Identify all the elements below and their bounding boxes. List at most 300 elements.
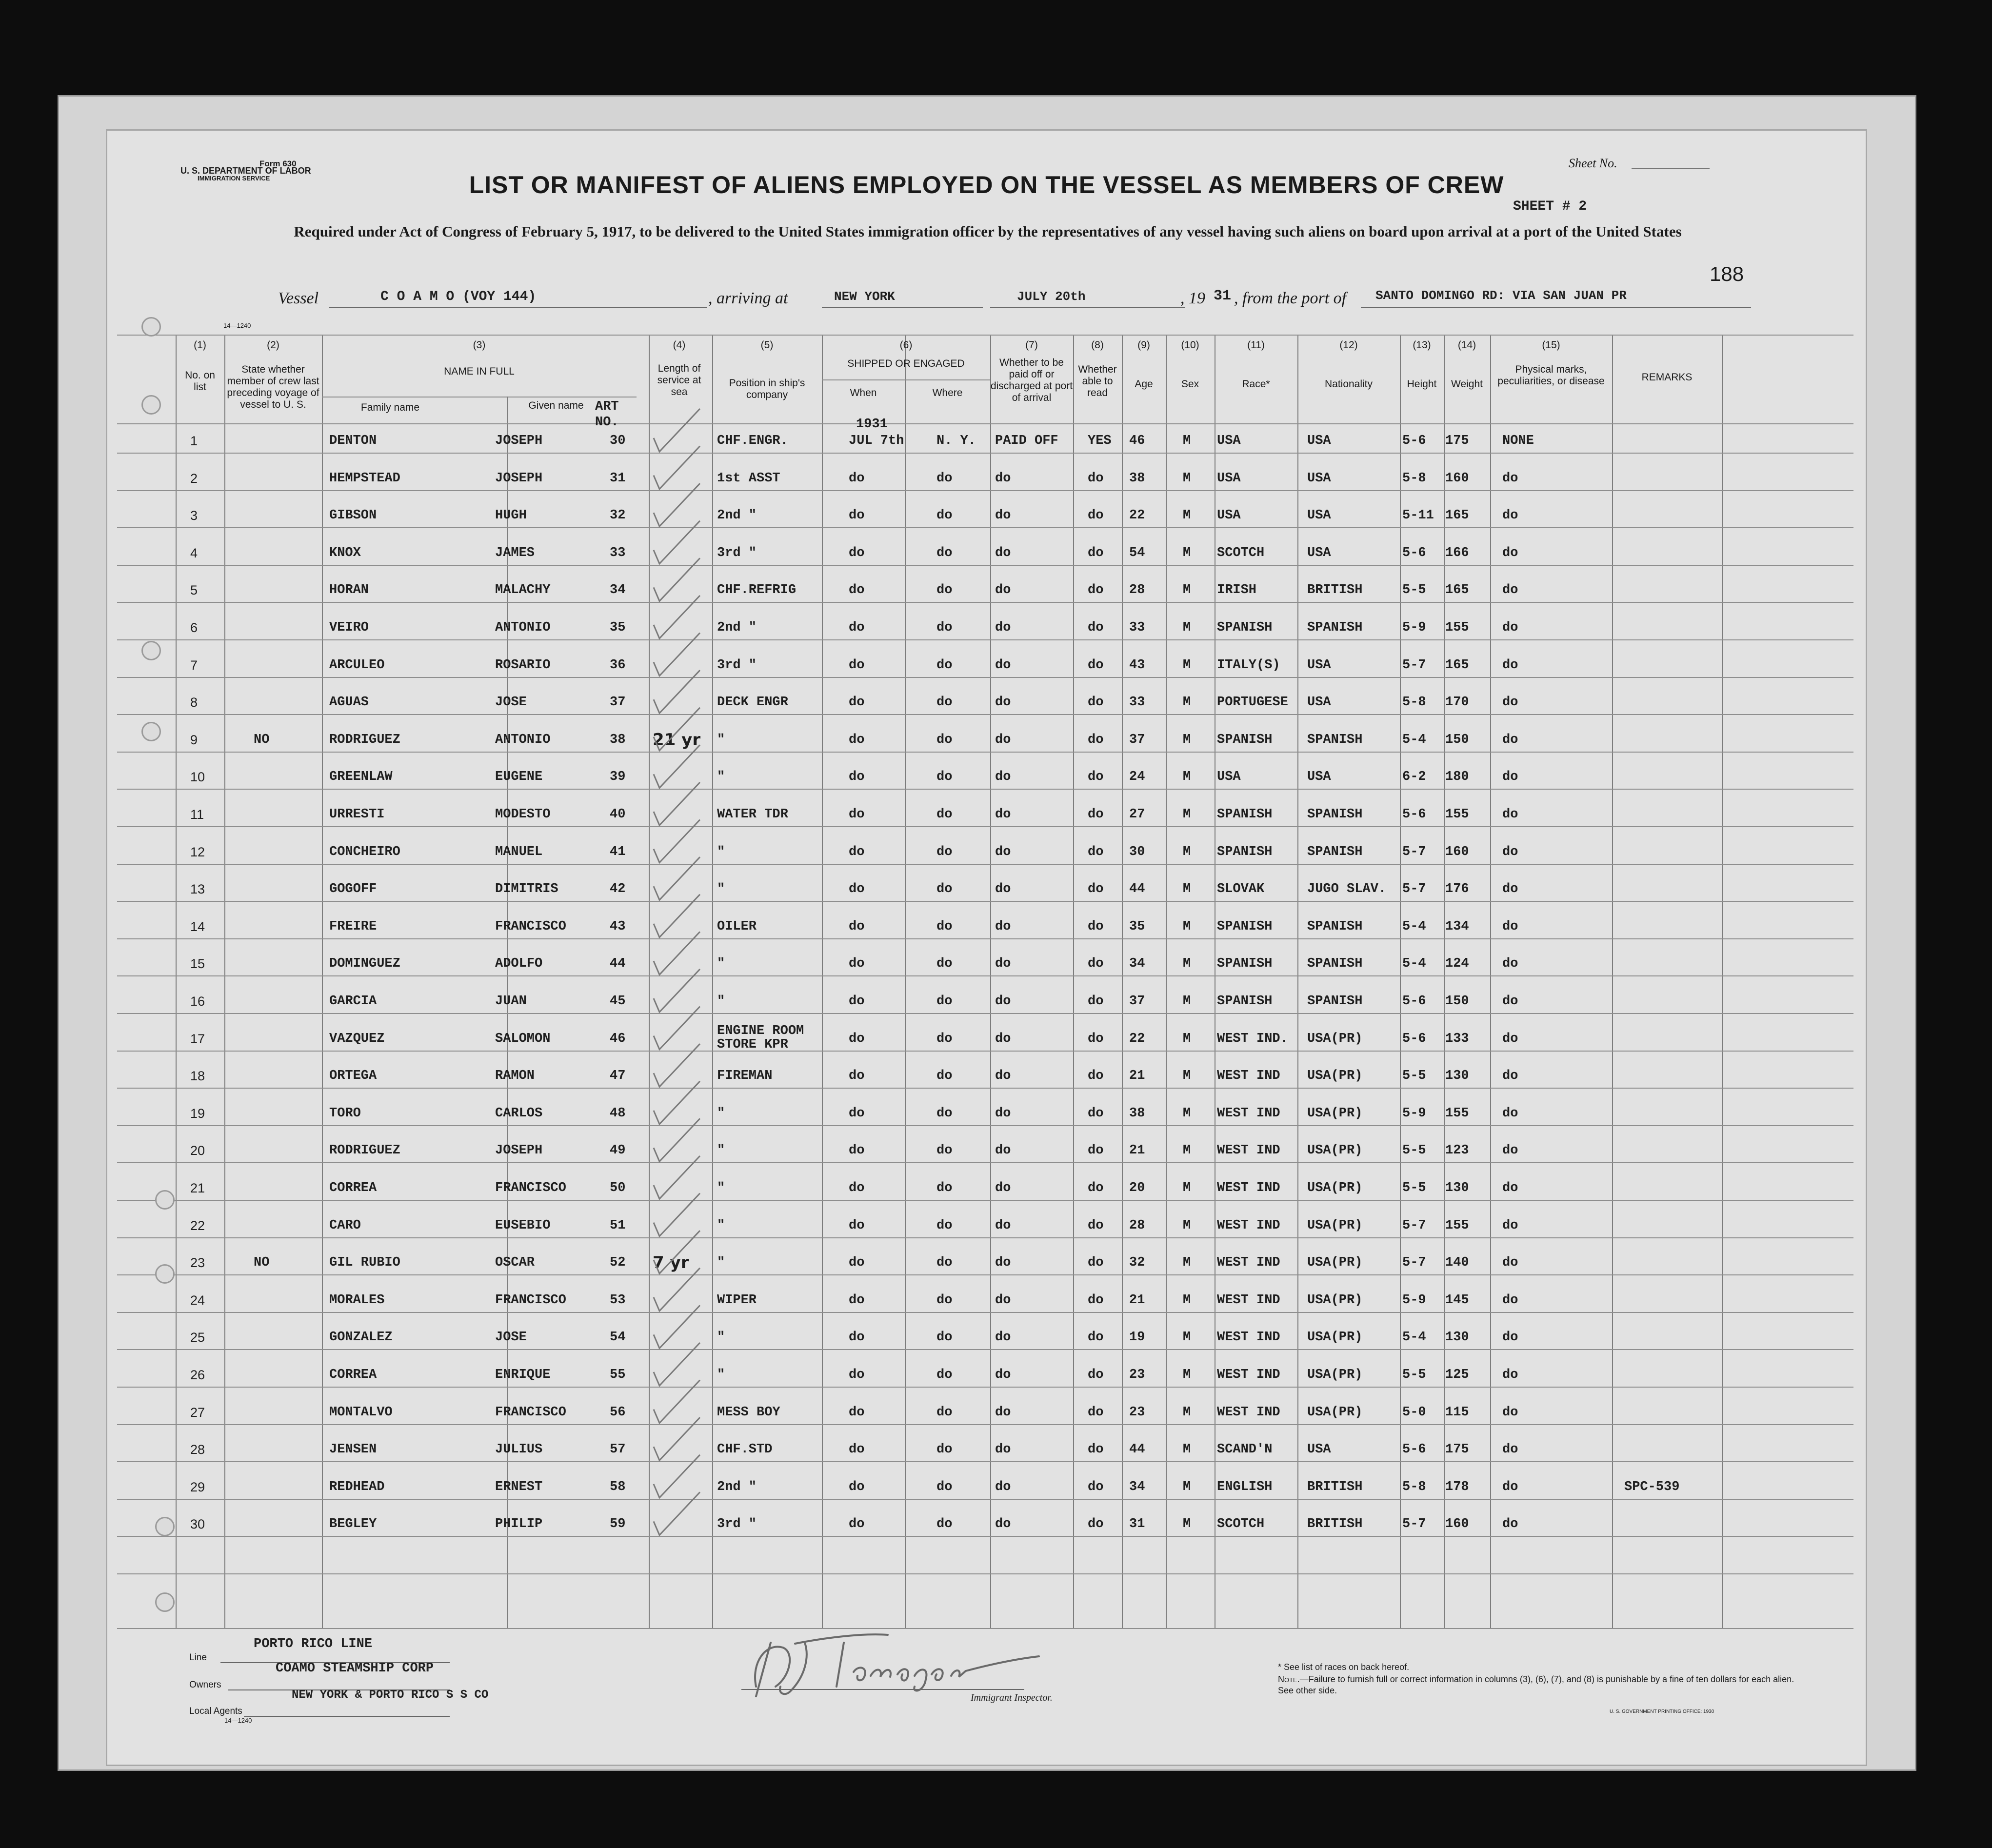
cell-nationality: USA(PR) bbox=[1307, 1031, 1363, 1046]
cell-paid: do bbox=[995, 1517, 1011, 1532]
cell-no: 27 bbox=[190, 1405, 205, 1420]
cell-when: do bbox=[849, 1405, 865, 1420]
tick-mark bbox=[654, 558, 700, 601]
cell-read: do bbox=[1088, 1255, 1104, 1271]
cell-marks: NONE bbox=[1502, 434, 1534, 448]
line-value: PORTO RICO LINE bbox=[254, 1637, 373, 1651]
cell-weight: 166 bbox=[1445, 545, 1469, 560]
cell-no: 23 bbox=[190, 1255, 205, 1271]
cell-art: 50 bbox=[610, 1181, 626, 1195]
cell-nationality: USA bbox=[1307, 770, 1331, 785]
cell-family: HEMPSTEAD bbox=[329, 471, 400, 486]
note-prefix: Note. bbox=[1278, 1674, 1300, 1684]
col9-label: Age bbox=[1135, 378, 1153, 390]
cell-paid: do bbox=[995, 1031, 1011, 1046]
cell-family: TORO bbox=[329, 1106, 361, 1121]
col11-num: (11) bbox=[1247, 339, 1265, 351]
cell-where: do bbox=[936, 882, 953, 897]
cell-position: OILER bbox=[717, 919, 757, 934]
tick-mark bbox=[654, 483, 700, 526]
cell-when: do bbox=[849, 844, 865, 859]
cell-remarks: SPC-539 bbox=[1624, 1479, 1680, 1494]
cell-marks: do bbox=[1502, 770, 1518, 785]
cell-marks: do bbox=[1502, 1181, 1518, 1195]
cell-read: do bbox=[1088, 956, 1104, 972]
cell-age: 44 bbox=[1129, 882, 1145, 897]
cell-marks: do bbox=[1502, 1031, 1518, 1046]
col2-label: State whether member of crew last preceding voyage of vessel to U. S. bbox=[227, 364, 319, 410]
grid-hline bbox=[117, 864, 1853, 865]
cell-no: 13 bbox=[190, 882, 205, 897]
tick-mark bbox=[654, 1081, 700, 1124]
cell-race: SPANISH bbox=[1217, 732, 1273, 747]
cell-nationality: USA(PR) bbox=[1307, 1218, 1363, 1233]
agents-underline bbox=[244, 1716, 450, 1717]
punch-hole bbox=[155, 1264, 175, 1284]
cell-weight: 160 bbox=[1445, 844, 1469, 859]
cell-position: " bbox=[717, 882, 725, 897]
grid-vline bbox=[1722, 335, 1723, 1628]
cell-marks: do bbox=[1502, 508, 1518, 523]
cell-race: SCOTCH bbox=[1217, 1517, 1265, 1532]
cell-read: do bbox=[1088, 1479, 1104, 1494]
cell-given: FRANCISCO bbox=[495, 1292, 566, 1308]
manifest-sheet bbox=[107, 131, 1866, 1765]
code-top: 14—1240 bbox=[223, 322, 251, 329]
grid-vline bbox=[1490, 335, 1491, 1628]
cell-sex: M bbox=[1183, 956, 1191, 972]
cell-weight: 155 bbox=[1445, 1218, 1469, 1233]
cell-age: 37 bbox=[1129, 732, 1145, 747]
cell-no: 21 bbox=[190, 1181, 205, 1195]
cell-weight: 140 bbox=[1445, 1255, 1469, 1271]
cell-marks: do bbox=[1502, 583, 1518, 598]
cell-marks: do bbox=[1502, 1368, 1518, 1382]
cell-where: do bbox=[936, 956, 953, 972]
cell-no: 15 bbox=[190, 956, 205, 972]
cell-sex: M bbox=[1183, 1031, 1191, 1046]
cell-art: 35 bbox=[610, 620, 626, 635]
grid-vline bbox=[822, 335, 823, 1628]
cell-weight: 150 bbox=[1445, 994, 1469, 1009]
cell-art: 39 bbox=[610, 770, 626, 785]
printer-credit: U. S. GOVERNMENT PRINTING OFFICE: 1930 bbox=[1610, 1709, 1714, 1714]
cell-race: WEST IND bbox=[1217, 1255, 1280, 1271]
cell-paid: do bbox=[995, 770, 1011, 785]
cell-no: 18 bbox=[190, 1069, 205, 1084]
cell-marks: do bbox=[1502, 1330, 1518, 1345]
cell-family: HORAN bbox=[329, 583, 369, 598]
cell-paid: do bbox=[995, 1106, 1011, 1121]
cell-height: 5-7 bbox=[1402, 657, 1426, 673]
cell-where: do bbox=[936, 1106, 953, 1121]
cell-race: SPANISH bbox=[1217, 919, 1273, 934]
vessel-label: Vessel bbox=[278, 289, 319, 307]
cell-given: ROSARIO bbox=[495, 657, 551, 673]
cell-position: " bbox=[717, 844, 725, 859]
grid-vline bbox=[1166, 335, 1167, 1628]
cell-age: 28 bbox=[1129, 1218, 1145, 1233]
cell-family: ARCULEO bbox=[329, 657, 385, 673]
cell-race: ENGLISH bbox=[1217, 1479, 1273, 1494]
grid-hline bbox=[117, 1461, 1853, 1462]
cell-family: RODRIGUEZ bbox=[329, 732, 400, 747]
cell-read: do bbox=[1088, 583, 1104, 598]
col11-label: Race* bbox=[1242, 378, 1270, 390]
cell-no: 10 bbox=[190, 770, 205, 785]
cell-no: 29 bbox=[190, 1479, 205, 1494]
cell-paid: do bbox=[995, 657, 1011, 673]
cell-art: 33 bbox=[610, 545, 626, 560]
cell-family: GREENLAW bbox=[329, 770, 393, 785]
cell-position: 3rd " bbox=[717, 545, 757, 560]
cell-nationality: USA(PR) bbox=[1307, 1181, 1363, 1195]
cell-art: 42 bbox=[610, 882, 626, 897]
cell-sex: M bbox=[1183, 919, 1191, 934]
cell-weight: 130 bbox=[1445, 1181, 1469, 1195]
cell-nationality: USA bbox=[1307, 508, 1331, 523]
cell-when-year: 1931 bbox=[856, 417, 888, 432]
punch-hole bbox=[155, 1592, 175, 1612]
cell-race: WEST IND bbox=[1217, 1218, 1280, 1233]
col1-num: (1) bbox=[194, 339, 206, 351]
cell-weight: 150 bbox=[1445, 732, 1469, 747]
cell-nationality: USA bbox=[1307, 1442, 1331, 1457]
cell-position: 3rd " bbox=[717, 657, 757, 673]
cell-where: do bbox=[936, 1181, 953, 1195]
cell-read: do bbox=[1088, 657, 1104, 673]
cell-nationality: USA(PR) bbox=[1307, 1368, 1363, 1382]
cell-no: 20 bbox=[190, 1143, 205, 1158]
cell-family: JENSEN bbox=[329, 1442, 377, 1457]
cell-weight: 155 bbox=[1445, 1106, 1469, 1121]
cell-nationality: USA(PR) bbox=[1307, 1330, 1363, 1345]
cell-age: 19 bbox=[1129, 1330, 1145, 1345]
cell-where: do bbox=[936, 1292, 953, 1308]
legal-note bbox=[1278, 1674, 1805, 1696]
col8-num: (8) bbox=[1091, 339, 1104, 351]
cell-read: do bbox=[1088, 695, 1104, 710]
cell-position: ENGINE ROOM STORE KPR bbox=[717, 1023, 804, 1052]
grid-hline bbox=[117, 938, 1853, 939]
cell-given: ENRIQUE bbox=[495, 1368, 551, 1382]
cell-race: SPANISH bbox=[1217, 844, 1273, 859]
cell-sex: M bbox=[1183, 434, 1191, 448]
cell-weight: 175 bbox=[1445, 434, 1469, 448]
form-number: Form 630 bbox=[259, 159, 297, 168]
cell-race: SCOTCH bbox=[1217, 545, 1265, 560]
cell-nationality: SPANISH bbox=[1307, 844, 1363, 859]
cell-position: DECK ENGR bbox=[717, 695, 788, 710]
cell-art: 48 bbox=[610, 1106, 626, 1121]
cell-marks: do bbox=[1502, 919, 1518, 934]
cell-marks: do bbox=[1502, 695, 1518, 710]
grid-hline bbox=[117, 789, 1853, 790]
cell-family: GONZALEZ bbox=[329, 1330, 393, 1345]
cell-age: 38 bbox=[1129, 1106, 1145, 1121]
cell-given: ADOLFO bbox=[495, 956, 543, 972]
tick-mark bbox=[654, 1492, 700, 1535]
cell-marks: do bbox=[1502, 1069, 1518, 1084]
cell-given: OSCAR bbox=[495, 1255, 535, 1271]
cell-sex: M bbox=[1183, 1517, 1191, 1532]
cell-given: ANTONIO bbox=[495, 732, 551, 747]
cell-age: 37 bbox=[1129, 994, 1145, 1009]
cell-family: GOGOFF bbox=[329, 882, 377, 897]
cell-read: do bbox=[1088, 1330, 1104, 1345]
cell-when: do bbox=[849, 1330, 865, 1345]
tick-mark bbox=[654, 633, 700, 676]
grid-hline bbox=[117, 1349, 1853, 1350]
cell-height: 5-0 bbox=[1402, 1405, 1426, 1420]
cell-no: 3 bbox=[190, 508, 198, 523]
cell-marks: do bbox=[1502, 882, 1518, 897]
owners-value: COAMO STEAMSHIP CORP bbox=[276, 1661, 434, 1676]
cell-nationality: USA(PR) bbox=[1307, 1143, 1363, 1158]
tick-mark bbox=[654, 857, 700, 900]
cell-sex: M bbox=[1183, 1292, 1191, 1308]
cell-family: CORREA bbox=[329, 1368, 377, 1382]
year-prefix: , 19 bbox=[1180, 289, 1205, 307]
cell-read: do bbox=[1088, 1069, 1104, 1084]
cell-where: do bbox=[936, 732, 953, 747]
col12-num: (12) bbox=[1339, 339, 1358, 351]
tick-mark bbox=[654, 1044, 700, 1087]
cell-art: 54 bbox=[610, 1330, 626, 1345]
cell-position: WATER TDR bbox=[717, 807, 788, 822]
cell-where: do bbox=[936, 471, 953, 486]
cell-age: 33 bbox=[1129, 695, 1145, 710]
cell-art: 37 bbox=[610, 695, 626, 710]
col8-label: Whether able to read bbox=[1078, 364, 1117, 398]
cell-height: 5-5 bbox=[1402, 583, 1426, 598]
cell-read: do bbox=[1088, 471, 1104, 486]
col3-num: (3) bbox=[473, 339, 486, 351]
cell-when: do bbox=[849, 1442, 865, 1457]
cell-height: 5-4 bbox=[1402, 1330, 1426, 1345]
cell-position: CHF.STD bbox=[717, 1442, 773, 1457]
cell-race: USA bbox=[1217, 471, 1241, 486]
cell-read: do bbox=[1088, 1031, 1104, 1046]
col14-num: (14) bbox=[1457, 339, 1476, 351]
cell-where: do bbox=[936, 1255, 953, 1271]
grid-hline bbox=[117, 1088, 1853, 1089]
tick-mark bbox=[654, 782, 700, 825]
cell-age: 31 bbox=[1129, 1517, 1145, 1532]
cell-read: do bbox=[1088, 1517, 1104, 1532]
cell-position: " bbox=[717, 1330, 725, 1345]
cell-art: 45 bbox=[610, 994, 626, 1009]
cell-paid: do bbox=[995, 583, 1011, 598]
from-label: , from the port of bbox=[1234, 289, 1347, 307]
cell-family: CORREA bbox=[329, 1181, 377, 1195]
cell-race: WEST IND. bbox=[1217, 1031, 1288, 1046]
grid-hline bbox=[117, 1051, 1853, 1052]
cell-position: " bbox=[717, 994, 725, 1009]
cell-when: do bbox=[849, 1106, 865, 1121]
cell-race: ITALY(S) bbox=[1217, 657, 1280, 673]
cell-position: " bbox=[717, 1143, 725, 1158]
cell-marks: do bbox=[1502, 732, 1518, 747]
cell-no: 16 bbox=[190, 994, 205, 1009]
cell-family: AGUAS bbox=[329, 695, 369, 710]
cell-given: ANTONIO bbox=[495, 620, 551, 635]
tick-mark bbox=[654, 1156, 700, 1199]
cell-art: 34 bbox=[610, 583, 626, 598]
cell-height: 5-9 bbox=[1402, 1106, 1426, 1121]
cell-race: SCAND'N bbox=[1217, 1442, 1273, 1457]
col1-label: No. on list bbox=[185, 370, 215, 393]
cell-art: 57 bbox=[610, 1442, 626, 1457]
cell-weight: 155 bbox=[1445, 620, 1469, 635]
cell-position: " bbox=[717, 1218, 725, 1233]
cell-where: do bbox=[936, 1143, 953, 1158]
cell-art: 43 bbox=[610, 919, 626, 934]
tick-mark bbox=[654, 1268, 700, 1311]
cell-height: 5-5 bbox=[1402, 1181, 1426, 1195]
col13-num: (13) bbox=[1413, 339, 1431, 351]
cell-paid: do bbox=[995, 508, 1011, 523]
col7-label: Whether to be paid off or discharged at port of arrival bbox=[990, 357, 1073, 403]
grid-vline bbox=[1297, 335, 1298, 1628]
cell-age: 23 bbox=[1129, 1405, 1145, 1420]
cell-paid: do bbox=[995, 1181, 1011, 1195]
cell-when: do bbox=[849, 807, 865, 822]
races-note: * See list of races on back hereof. bbox=[1278, 1662, 1410, 1672]
tick-mark bbox=[654, 521, 700, 564]
cell-where: do bbox=[936, 1405, 953, 1420]
col4-label: Length of service at sea bbox=[657, 363, 701, 397]
cell-position: 2nd " bbox=[717, 1479, 757, 1494]
col6-label: SHIPPED OR ENGAGED bbox=[847, 358, 965, 369]
grid-hline bbox=[117, 975, 1853, 976]
remarks-label: REMARKS bbox=[1641, 372, 1693, 383]
cell-age: 21 bbox=[1129, 1292, 1145, 1308]
grid-hline bbox=[822, 379, 990, 380]
punch-hole bbox=[141, 395, 161, 415]
cell-sex: M bbox=[1183, 1368, 1191, 1382]
cell-marks: do bbox=[1502, 471, 1518, 486]
cell-paid: do bbox=[995, 882, 1011, 897]
cell-sex: M bbox=[1183, 1218, 1191, 1233]
cell-nationality: SPANISH bbox=[1307, 919, 1363, 934]
cell-height: 5-6 bbox=[1402, 1031, 1426, 1046]
cell-age: 21 bbox=[1129, 1069, 1145, 1084]
cell-read: do bbox=[1088, 1292, 1104, 1308]
cell-given: FRANCISCO bbox=[495, 1181, 566, 1195]
cell-given: MODESTO bbox=[495, 807, 551, 822]
cell-age: 22 bbox=[1129, 1031, 1145, 1046]
cell-race: USA bbox=[1217, 508, 1241, 523]
cell-given: JOSE bbox=[495, 1330, 527, 1345]
tick-mark bbox=[654, 446, 700, 489]
cell-art: 46 bbox=[610, 1031, 626, 1046]
cell-age: 38 bbox=[1129, 471, 1145, 486]
cell-sex: M bbox=[1183, 695, 1191, 710]
col10-label: Sex bbox=[1181, 378, 1199, 390]
cell-read: do bbox=[1088, 844, 1104, 859]
cell-height: 6-2 bbox=[1402, 770, 1426, 785]
cell-when: do bbox=[849, 882, 865, 897]
cell-paid: do bbox=[995, 732, 1011, 747]
cell-race: SPANISH bbox=[1217, 994, 1273, 1009]
col3-family: Family name bbox=[360, 402, 420, 413]
cell-nationality: USA(PR) bbox=[1307, 1292, 1363, 1308]
grid-vline bbox=[1122, 335, 1123, 1628]
col10-num: (10) bbox=[1181, 339, 1199, 351]
grid-hline bbox=[117, 453, 1853, 454]
grid-hline bbox=[117, 1573, 1853, 1574]
cell-race: PORTUGESE bbox=[1217, 695, 1288, 710]
tick-mark bbox=[654, 969, 700, 1012]
cell-height: 5-7 bbox=[1402, 882, 1426, 897]
cell-age: 43 bbox=[1129, 657, 1145, 673]
sheet-no-label: Sheet No. bbox=[1569, 156, 1617, 170]
cell-sex: M bbox=[1183, 583, 1191, 598]
grid-vline bbox=[990, 335, 991, 1628]
cell-when: do bbox=[849, 1292, 865, 1308]
cell-given: JULIUS bbox=[495, 1442, 543, 1457]
cell-no: 4 bbox=[190, 545, 198, 560]
cell-age: 22 bbox=[1129, 508, 1145, 523]
cell-read: do bbox=[1088, 1181, 1104, 1195]
cell-where: do bbox=[936, 583, 953, 598]
grid-hline bbox=[117, 826, 1853, 827]
cell-given: FRANCISCO bbox=[495, 1405, 566, 1420]
grid-vline bbox=[322, 335, 323, 1628]
tick-mark bbox=[654, 708, 700, 751]
cell-when: do bbox=[849, 1031, 865, 1046]
cell-marks: do bbox=[1502, 1106, 1518, 1121]
col7-num: (7) bbox=[1025, 339, 1038, 351]
cell-no: 11 bbox=[190, 807, 204, 822]
cell-where: do bbox=[936, 919, 953, 934]
cell-weight: 176 bbox=[1445, 882, 1469, 897]
cell-nationality: USA bbox=[1307, 695, 1331, 710]
from-value: SANTO DOMINGO RD: VIA SAN JUAN PR bbox=[1375, 288, 1627, 303]
cell-given: JOSEPH bbox=[495, 434, 543, 448]
cell-age: 35 bbox=[1129, 919, 1145, 934]
cell-art: 38 bbox=[610, 732, 626, 747]
cell-paid: do bbox=[995, 994, 1011, 1009]
col5-label: Position in ship's company bbox=[729, 378, 805, 400]
tick-marks bbox=[639, 394, 766, 1613]
cell-where: do bbox=[936, 994, 953, 1009]
cell-sex: M bbox=[1183, 1143, 1191, 1158]
service: IMMIGRATION SERVICE bbox=[198, 175, 270, 182]
cell-nationality: USA(PR) bbox=[1307, 1255, 1363, 1271]
cell-weight: 175 bbox=[1445, 1442, 1469, 1457]
grid-hline bbox=[117, 1312, 1853, 1313]
cell-where: do bbox=[936, 1368, 953, 1382]
col4-num: (4) bbox=[673, 339, 686, 351]
cell-art: 59 bbox=[610, 1517, 626, 1532]
cell-position: " bbox=[717, 1255, 725, 1271]
cell-given: EUSEBIO bbox=[495, 1218, 551, 1233]
manifest-title: LIST OR MANIFEST OF ALIENS EMPLOYED ON THE VESSEL AS MEMBERS OF CREW bbox=[469, 171, 1504, 199]
agents-label: Local Agents bbox=[189, 1706, 242, 1716]
cell-nationality: USA bbox=[1307, 545, 1331, 560]
col6-where: Where bbox=[932, 387, 963, 398]
cell-weight: 115 bbox=[1445, 1405, 1469, 1420]
cell-weight: 165 bbox=[1445, 583, 1469, 598]
cell-position: FIREMAN bbox=[717, 1069, 773, 1084]
cell-where: do bbox=[936, 807, 953, 822]
col6-num: (6) bbox=[899, 339, 913, 351]
cell-where: do bbox=[936, 1479, 953, 1494]
cell-weight: 178 bbox=[1445, 1479, 1469, 1494]
cell-family: CARO bbox=[329, 1218, 361, 1233]
